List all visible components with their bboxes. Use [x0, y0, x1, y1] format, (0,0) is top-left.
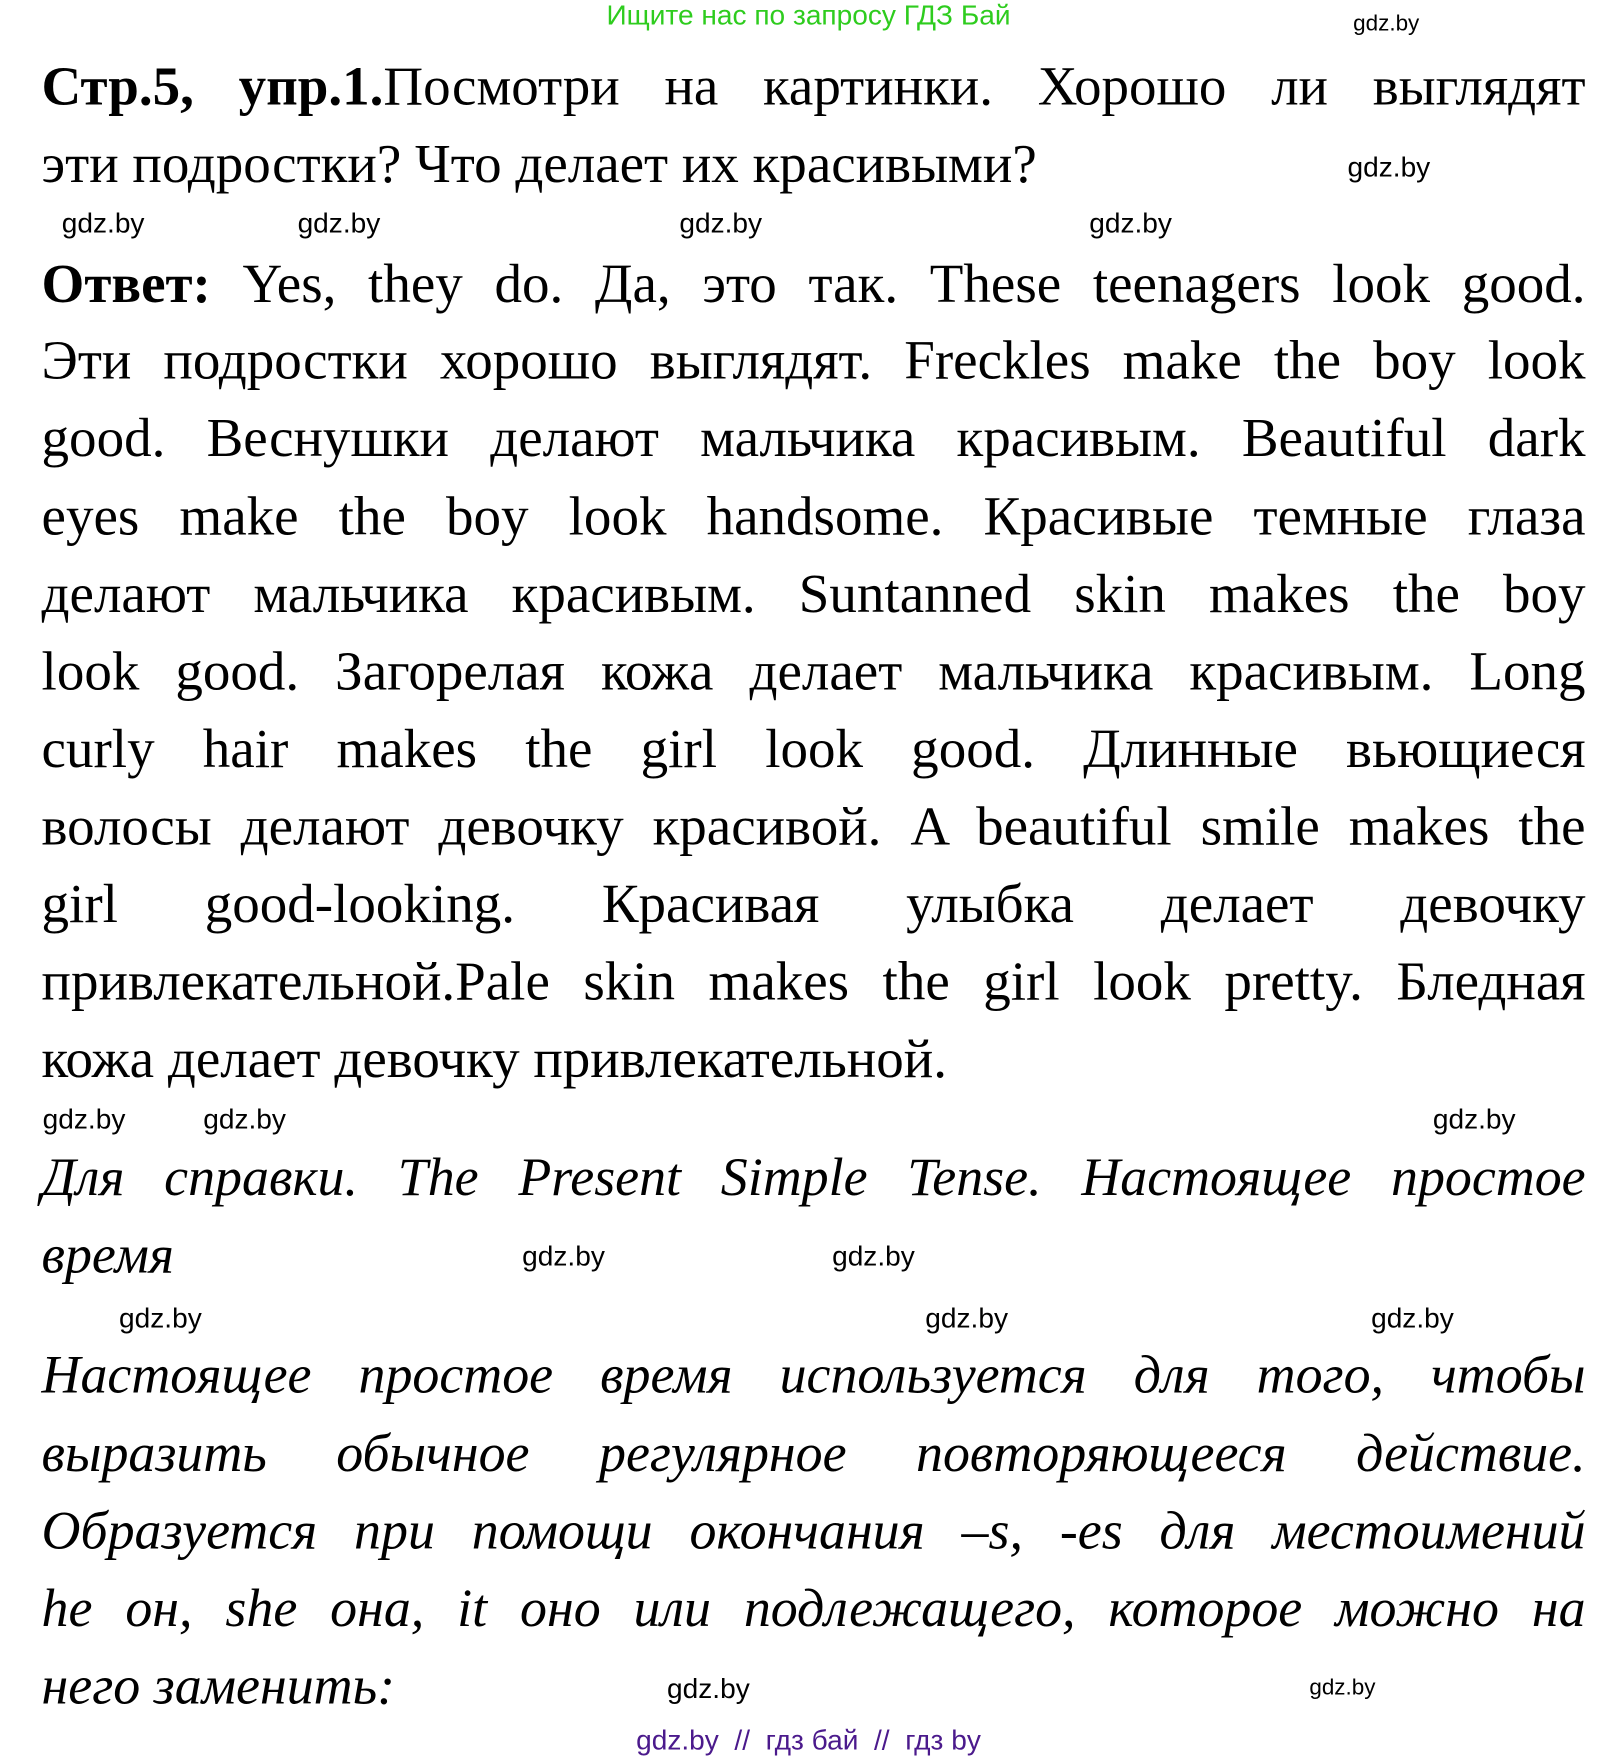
- watermark: gdz.by: [925, 1302, 1009, 1335]
- watermark: gdz.by: [203, 1103, 286, 1136]
- answer-line: curly hair makes the girl look good. Длинные вьющиеся: [41, 717, 1586, 780]
- watermark: gdz.by: [1309, 1675, 1376, 1701]
- exercise-label: Стр.5, упр.1.: [41, 55, 384, 117]
- question-line: эти подростки? Что делает их красивыми?: [41, 132, 1037, 195]
- watermark: gdz.by: [42, 1103, 126, 1136]
- watermark: gdz.by: [522, 1240, 605, 1273]
- explanation-line: Настоящее простое время используется для того, чтобы: [41, 1345, 1586, 1405]
- answer-text: Yes, they do. Да, это так. These teenagers look good.: [242, 252, 1586, 315]
- answer-line: Эти подростки хорошо выглядят. Freckles make the boy look: [41, 329, 1586, 391]
- watermark: gdz.by: [1353, 11, 1420, 36]
- answer-line: волосы делают девочку красивой. A beautiful smile makes the: [41, 795, 1586, 857]
- answer-line: girl good-looking. Красивая улыбка делает девочку: [41, 872, 1586, 935]
- watermark: gdz.by: [119, 1302, 202, 1335]
- answer-line: [41, 252, 1586, 315]
- answer-label: Ответ:: [41, 252, 211, 315]
- watermark: gdz.by: [832, 1240, 915, 1273]
- watermark: gdz.by: [1347, 151, 1431, 184]
- search-hint-header: Ищите нас по запросу ГДЗ Бай: [606, 0, 1011, 32]
- answer-line: eyes make the boy look handsome. Красивые темные глаза: [41, 485, 1586, 547]
- watermark: gdz.by: [1089, 207, 1172, 240]
- watermark: gdz.by: [667, 1673, 750, 1705]
- answer-line: делают мальчика красивым. Suntanned skin makes the boy: [41, 562, 1586, 625]
- question-text: Посмотри на картинки. Хорошо ли выглядят: [383, 55, 1586, 117]
- answer-line: look good. Загорелая кожа делает мальчика красивым. Long: [41, 640, 1586, 702]
- explanation-line: Образуется при помощи окончания –s, -es для местоимений: [41, 1501, 1586, 1561]
- explanation-line: he он, she она, it оно или подлежащего, которое можно на: [41, 1578, 1586, 1639]
- reference-line: Для справки. The Present Simple Tense. Настоящее простое: [41, 1147, 1586, 1208]
- explanation-line: выразить обычное регулярное повторяющееся действие.: [41, 1423, 1586, 1484]
- watermark: gdz.by: [1432, 1103, 1516, 1136]
- watermark: gdz.by: [297, 207, 381, 240]
- reference-line: время: [41, 1225, 174, 1285]
- answer-line: привлекательной.Pale skin makes the girl look pretty. Бледная: [41, 949, 1586, 1012]
- answer-line: good. Веснушки делают мальчика красивым. Beautiful dark: [41, 406, 1586, 469]
- answer-line: кожа делает девочку привлекательной.: [41, 1027, 947, 1090]
- explanation-line: него заменить:: [41, 1656, 396, 1716]
- watermark: gdz.by: [679, 207, 763, 240]
- question-line: [42, 57, 1586, 115]
- watermark: gdz.by: [1371, 1302, 1454, 1335]
- footer-links: gdz.by // гдз бай // гдз by: [636, 1724, 981, 1756]
- watermark: gdz.by: [61, 207, 145, 240]
